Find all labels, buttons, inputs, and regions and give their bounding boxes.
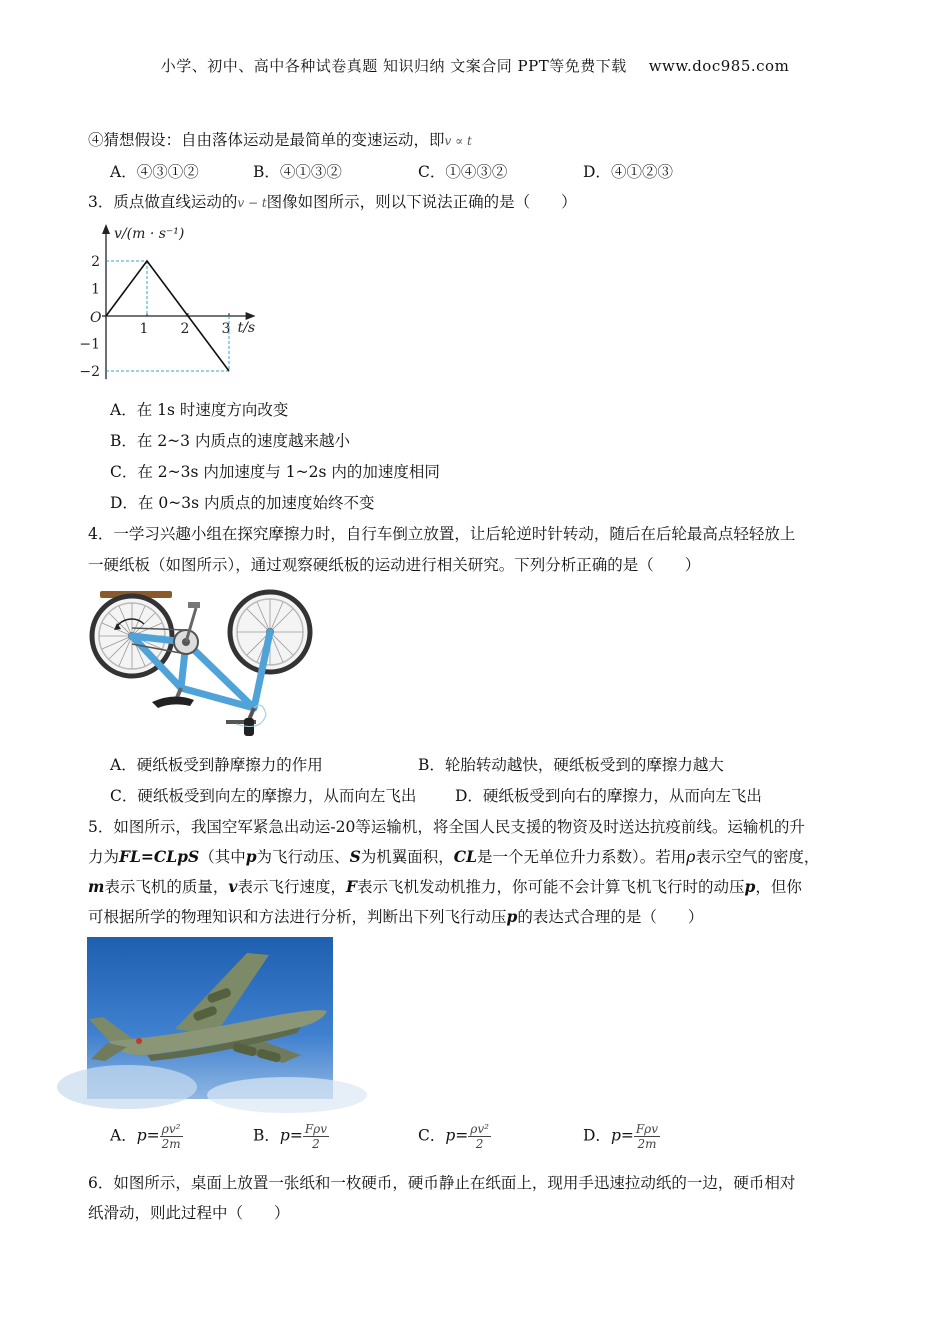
q4-stem-line1: 4．一学习兴趣小组在探究摩擦力时，自行车倒立放置，让后轮逆时针转动，随后在后轮最高点轻轻放上: [88, 525, 796, 543]
x-tick-label: 2: [180, 321, 190, 337]
y-tick-label: 1: [91, 281, 100, 298]
page-header: [0, 55, 950, 76]
q2-item4: ④猜想假设：自由落体运动是最简单的变速运动，即v ∝ t: [88, 131, 472, 149]
q3-option-c[interactable]: C．在 2~3s 内加速度与 1~2s 内的加速度相同: [110, 463, 440, 481]
x-tick-label: 1: [139, 321, 149, 337]
y-tick-label: −1: [79, 336, 100, 353]
x-axis-label: t/s: [237, 320, 256, 336]
q3-option-d[interactable]: D．在 0~3s 内质点的加速度始终不变: [110, 494, 375, 512]
q4-option-c[interactable]: C．硬纸板受到向左的摩擦力，从而向左飞出: [110, 787, 417, 805]
q5-option-d[interactable]: D．p= $\frac{\text{Fρv}}{2m}$: [583, 1122, 659, 1151]
y-axis-arrow: [102, 224, 110, 234]
y-axis-label: v/(m · s⁻¹): [114, 226, 185, 242]
q5-option-a[interactable]: A．p= $\frac{\text{ρv²}}{2m}$: [110, 1122, 181, 1151]
q5-line1: 5．如图所示，我国空军紧急出动运-20等运输机，将全国人民支援的物资及时送达抗疫前线。运输机的升: [88, 818, 805, 836]
origin-label: O: [90, 310, 102, 326]
q4-option-b[interactable]: B．轮胎转动越快，硬纸板受到的摩擦力越大: [418, 756, 724, 774]
q4-option-a[interactable]: A．硬纸板受到静摩擦力的作用: [110, 756, 323, 774]
handle-grip: [244, 718, 254, 736]
vt-graph: [79, 218, 284, 388]
q4-option-d[interactable]: D．硬纸板受到向右的摩擦力，从而向左飞出: [455, 787, 762, 805]
transport-aircraft-photo: [87, 937, 333, 1099]
q5-line4: 可根据所学的物理知识和方法进行分析，判断出下列飞行动压p的表达式合理的是（ ）: [88, 907, 704, 926]
header-text: 小学、初中、高中各种试卷真题 知识归纳 文案合同 PPT等免费下载: [160, 57, 627, 75]
seat: [152, 696, 194, 708]
q2-option-c[interactable]: C．①④③②: [418, 163, 508, 181]
header-site: www.doc985.com: [648, 57, 790, 75]
q3-option-a[interactable]: A．在 1s 时速度方向改变: [110, 401, 289, 419]
y-tick-label: 2: [91, 254, 100, 270]
q5-line3: m表示飞机的质量，v表示飞行速度，F表示飞机发动机推力，你可能不会计算飞机飞行时的动压p，但你: [88, 877, 802, 896]
q2-option-d[interactable]: D．④①②③: [583, 163, 673, 181]
x-axis-arrow: [246, 312, 256, 320]
q2-option-b[interactable]: B．④①③②: [253, 163, 342, 181]
q6-line2: 纸滑动，则此过程中（ ）: [88, 1204, 290, 1222]
q2-option-a[interactable]: A．④③①②: [110, 163, 199, 181]
q5-line2: 力为FL=CLpS（其中p为飞行动压、S为机翼面积，CL是一个无单位升力系数）。若用ρ表示空气的密度，: [88, 847, 820, 866]
q5-option-b[interactable]: B．p= $\frac{\text{Fρv}}{2}$: [253, 1122, 327, 1151]
q5-option-c[interactable]: C．p= $\frac{\text{ρv²}}{2}$: [418, 1122, 489, 1151]
x-tick-label: 3: [221, 321, 231, 337]
q2-formula: v ∝ t: [444, 134, 472, 148]
y-tick-label: −2: [79, 364, 100, 380]
q4-stem-line2: 一硬纸板（如图所示），通过观察硬纸板的运动进行相关研究。下列分析正确的是（ ）: [88, 556, 701, 574]
q6-line1: 6．如图所示，桌面上放置一张纸和一枚硬币，硬币静止在纸面上，现用手迅速拉动纸的一边，硬币相对: [88, 1174, 796, 1192]
bicycle-illustration: [86, 588, 318, 740]
q3-stem: 3．质点做直线运动的v − t图像如图所示，则以下说法正确的是（ ）: [88, 193, 577, 211]
q3-option-b[interactable]: B．在 2~3 内质点的速度越来越小: [110, 432, 350, 450]
